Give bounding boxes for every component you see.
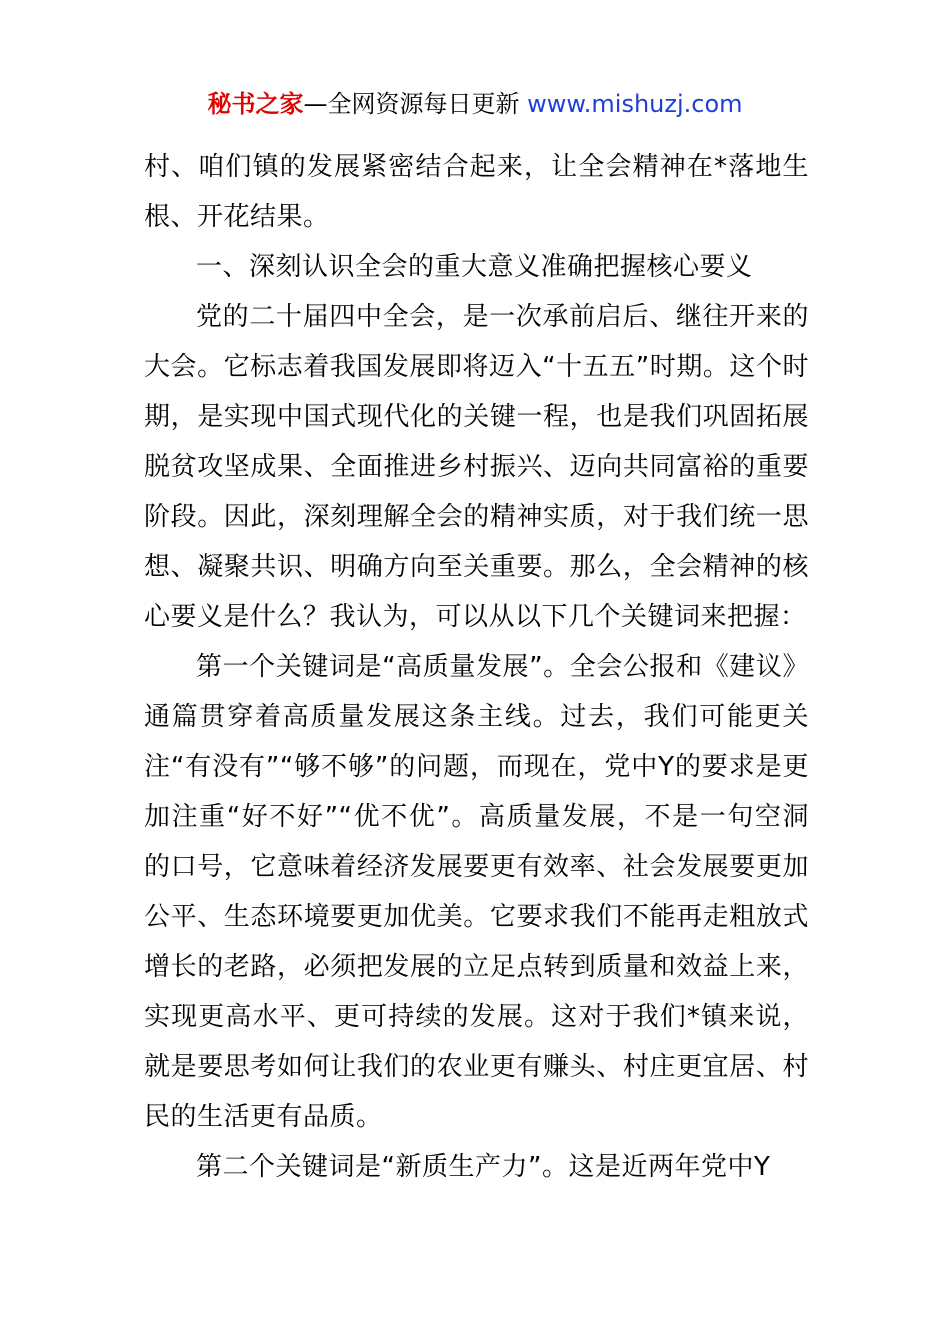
paragraph-continuation: 村、咱们镇的发展紧密结合起来，让全会精神在*落地生根、开花结果。: [144, 152, 809, 232]
section-heading: 一、深刻认识全会的重大意义准确把握核心要义: [196, 252, 753, 282]
paragraph: 党的二十届四中全会，是一次承前启后、继往开来的大会。它标志着我国发展即将迈入“十五五”时期。这个时期，是实现中国式现代化的关键一程，也是我们巩固拓展脱贫攻坚成果、全面推进乡村振兴、迈向共同富裕的重要阶段。因此，深刻理解全会的精神实质，对于我们统一思想、凝聚共识、明确方向至关重要。那么，全会精神的核心要义是什么？我认为，可以从以下几个关键词来把握：: [144, 302, 809, 632]
site-url-link[interactable]: www.mishuzj.com: [527, 90, 743, 118]
paragraph: 第二个关键词是“新质生产力”。这是近两年党中Y: [196, 1152, 771, 1182]
header-tagline: —全网资源每日更新: [303, 90, 528, 118]
paragraph: 第一个关键词是“高质量发展”。全会公报和《建议》通篇贯穿着高质量发展这条主线。过去，我们可能更关注“有没有”“够不够”的问题，而现在，党中Y的要求是更加注重“好不好”“优不优”。高质量发展，不是一句空洞的口号，它意味着经济发展要更有效率、社会发展要更加公平、生态环境要更加优美。它要求我们不能再走粗放式增长的老路，必须把发展的立足点转到质量和效益上来，实现更高水平、更可持续的发展。这对于我们*镇来说，就是要思考如何让我们的农业更有赚头、村庄更宜居、村民的生活更有品质。: [144, 652, 809, 1132]
brand-name: 秘书之家: [207, 90, 304, 118]
page-header: [0, 86, 950, 122]
document-body: [144, 142, 809, 1192]
